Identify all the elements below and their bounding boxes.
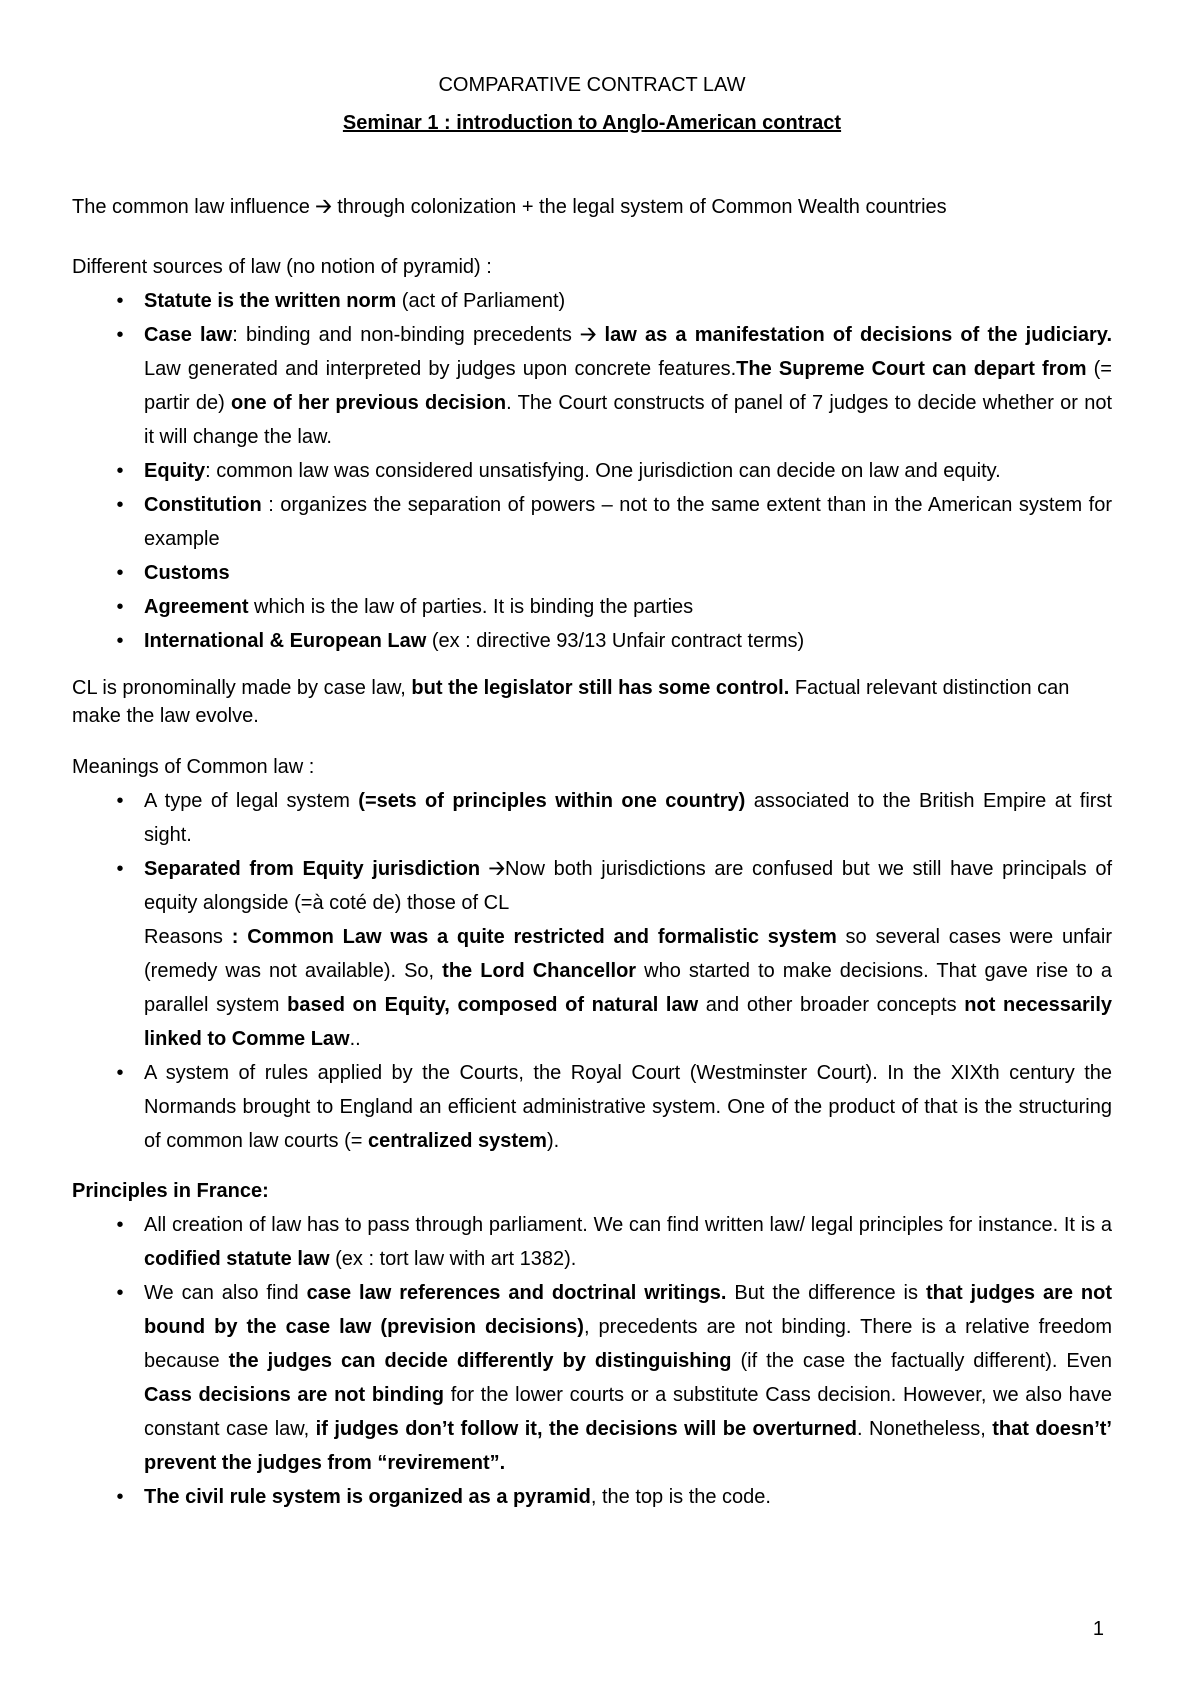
- list-item: • A type of legal system (=sets of principles within one country) associated to the British Empire at first sight.: [72, 784, 1112, 852]
- list-item: • A system of rules applied by the Courts, the Royal Court (Westminster Court). In the XIXth century the Normands brought to England an efficient administrative system. One of the product of that is the structuring of common law courts (= centralized system).: [72, 1056, 1112, 1158]
- list-item: • Agreement which is the law of parties. It is binding the parties: [72, 590, 1112, 624]
- meanings-heading: Meanings of Common law :: [72, 756, 315, 778]
- bullet-icon: •: [116, 858, 124, 880]
- list-item: • All creation of law has to pass through parliament. We can find written law/ legal principles for instance. It is a codified statute law (ex : tort law with art 1382).: [72, 1208, 1112, 1276]
- list-item: • International & European Law (ex : directive 93/13 Unfair contract terms): [72, 624, 1112, 658]
- bullet-icon: •: [116, 1282, 124, 1304]
- list-item: • Customs: [72, 556, 1112, 590]
- list-item: • Constitution : organizes the separation of powers – not to the same extent than in the American system for example: [72, 488, 1112, 556]
- cl-paragraph: CL is pronominally made by case law, but the legislator still has some control. Factual relevant distinction can make the law evolve.: [72, 677, 1070, 727]
- document-page: [72, 68, 1112, 1514]
- bullet-icon: •: [116, 460, 124, 482]
- page-number: 1: [1092, 1618, 1104, 1640]
- bullet-icon: •: [116, 562, 124, 584]
- bullet-icon: •: [116, 790, 124, 812]
- page-subtitle: Seminar 1 : introduction to Anglo-American contract: [342, 112, 842, 134]
- bullet-icon: •: [116, 290, 124, 312]
- bullet-icon: •: [116, 630, 124, 652]
- bullet-icon: •: [116, 494, 124, 516]
- france-list: [72, 1208, 1112, 1514]
- bullet-icon: •: [116, 1214, 124, 1236]
- list-item: • We can also find case law references and doctrinal writings. But the difference is that judges are not bound by the case law (prevision decisions), precedents are not binding. There is a relative freedom because the judges can decide differently by distinguishing (if the case the factually different). Even Cass decisions are not binding for the lower courts or a substitute Cass decision. However, we also have constant case law, if judges don’t follow it, the decisions will be overturned. Nonetheless, that doesn’t’ prevent the judges from “revirement”.: [72, 1276, 1112, 1480]
- list-item: • Statute is the written norm (act of Parliament): [72, 284, 1112, 318]
- list-item: • The civil rule system is organized as a pyramid, the top is the code.: [72, 1480, 1112, 1514]
- bullet-icon: •: [116, 1486, 124, 1508]
- list-item: • Case law: binding and non-binding precedents 🡢 law as a manifestation of decisions of the judiciary. Law generated and interpreted by judges upon concrete features.The Supreme Court can depart from (= partir de) one of her previous decision. The Court constructs of panel of 7 judges to decide whether or not it will change the law.: [72, 318, 1112, 454]
- arrow-icon: 🡢: [488, 858, 505, 880]
- bullet-icon: •: [116, 1062, 124, 1084]
- list-item: • Equity: common law was considered unsatisfying. One jurisdiction can decide on law and equity.: [72, 454, 1112, 488]
- sources-heading: Different sources of law (no notion of pyramid) :: [72, 256, 492, 278]
- arrow-icon: 🡢: [315, 196, 332, 218]
- arrow-icon: 🡢: [580, 324, 597, 346]
- page-title: COMPARATIVE CONTRACT LAW: [438, 74, 746, 96]
- bullet-icon: •: [116, 596, 124, 618]
- intro-paragraph: The common law influence 🡢 through colonization + the legal system of Common Wealth countries: [72, 196, 947, 218]
- sources-list: [72, 284, 1112, 658]
- list-item: • Separated from Equity jurisdiction 🡢Now both jurisdictions are confused but we still have principals of equity alongside (=à coté de) those of CL Reasons : Common Law was a quite restricted and formalistic system so several cases were unfair (remedy was not available). So, the Lord Chancellor who started to make decisions. That gave rise to a parallel system based on Equity, composed of natural law and other broader concepts not necessarily linked to Comme Law..: [72, 852, 1112, 1056]
- france-heading: Principles in France:: [72, 1180, 269, 1202]
- meanings-list: [72, 784, 1112, 1158]
- bullet-icon: •: [116, 324, 124, 346]
